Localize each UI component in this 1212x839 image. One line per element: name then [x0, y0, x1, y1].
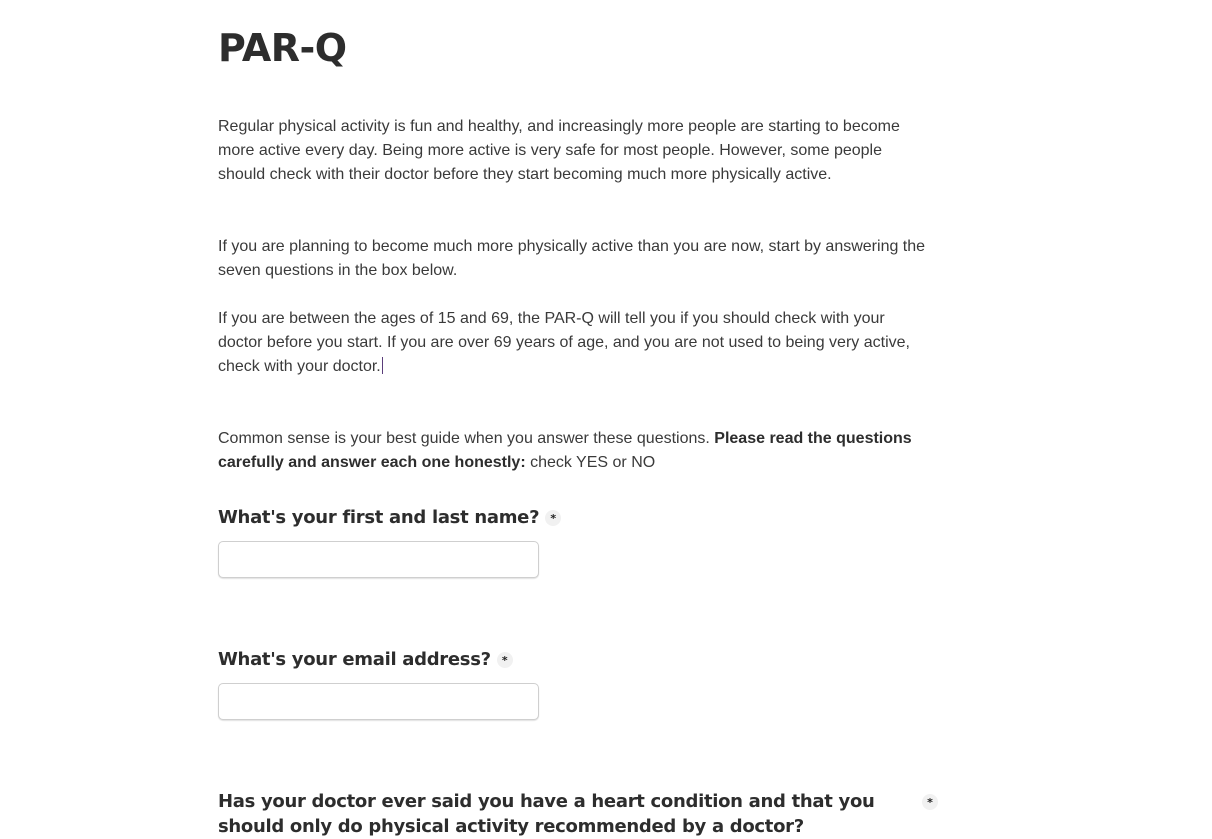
intro-paragraph-3-text: If you are between the ages of 15 and 69, the PAR-Q will tell you if you should check with your doctor before you start. If you are over 69 years of age, and you are not used to being very active, check with your doctor. [218, 310, 910, 375]
question-name-label [218, 505, 561, 530]
instructions-plain: Common sense is your best guide when you answer these questions. [218, 430, 715, 447]
name-input[interactable] [218, 541, 539, 578]
question-heart-condition-label: Has your doctor ever said you have a heart condition and that you should only do physical activity recommended by a doctor? [218, 791, 875, 837]
required-asterisk-icon: * [545, 510, 561, 526]
email-input[interactable] [218, 683, 539, 720]
required-asterisk-icon: * [497, 652, 513, 668]
page-title: PAR-Q [218, 26, 347, 70]
question-name-text: What's your first and last name? [218, 507, 540, 528]
instructions-tail: check YES or NO [525, 454, 656, 471]
intro-paragraph-3[interactable] [218, 307, 928, 379]
question-email-text: What's your email address? [218, 649, 491, 670]
text-cursor [382, 357, 383, 374]
required-asterisk-icon: * [922, 794, 938, 810]
intro-paragraph-4 [218, 427, 928, 475]
question-email-label [218, 647, 513, 672]
instructions-bold: Please read the questions carefully and answer each one honestly: [218, 430, 912, 471]
intro-paragraph-2: If you are planning to become much more physically active than you are now, start by answering the seven questions in the box below. [218, 238, 926, 279]
intro-paragraph-1: Regular physical activity is fun and healthy, and increasingly more people are starting to become more active every day. Being more active is very safe for most people. However, some people should check with their doctor before they start becoming much more physically active. [218, 118, 900, 183]
